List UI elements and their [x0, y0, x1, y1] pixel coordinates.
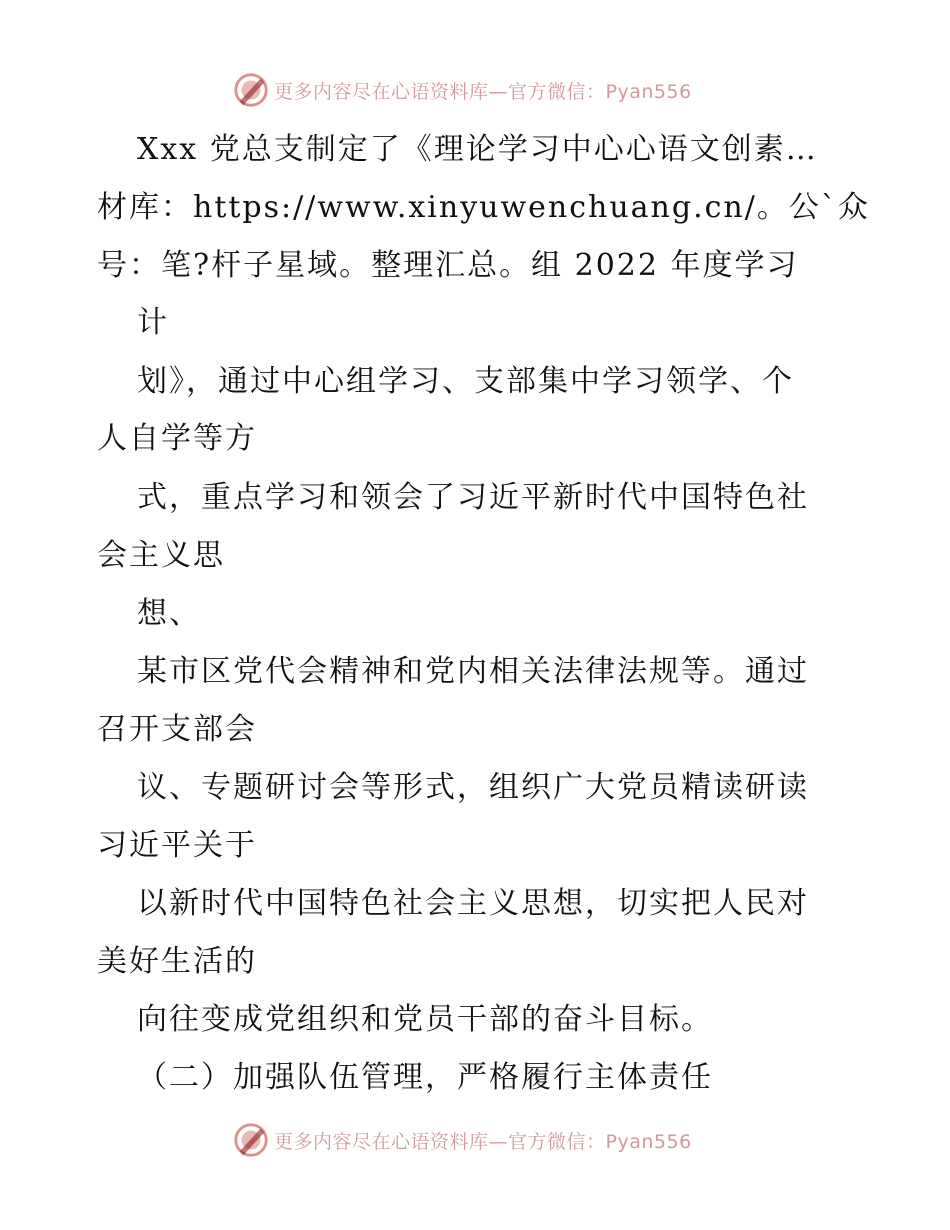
- paragraph-line: 习近平关于: [97, 828, 257, 863]
- watermark-header: [232, 70, 692, 110]
- paragraph-line: 想、: [137, 596, 201, 631]
- paragraph-line: Xxx 党总支制定了《理论学习中心心语文创素…: [137, 132, 818, 167]
- paragraph-line: 人自学等方: [97, 421, 257, 456]
- paragraph-line: 召开支部会: [97, 712, 257, 747]
- paragraph-line: 计: [137, 305, 169, 340]
- pen-logo-icon: [232, 1121, 270, 1159]
- watermark-text: 更多内容尽在心语资料库—官方微信：Pyan556: [274, 80, 692, 103]
- paragraph-line: 美好生活的: [97, 944, 257, 979]
- paragraph-line: 号：笔?杆子星域。整理汇总。组 2022 年度学习: [97, 248, 799, 283]
- section-heading: （二）加强队伍管理，严格履行主体责任: [137, 1060, 713, 1095]
- pen-logo-icon: [232, 71, 270, 109]
- paragraph-line: 划》，通过中心组学习、支部集中学习领学、个: [137, 364, 794, 399]
- watermark-footer: [232, 1120, 692, 1160]
- paragraph-line: 以新时代中国特色社会主义思想，切实把人民对: [137, 886, 809, 921]
- paragraph-line: 议、专题研讨会等形式，组织广大党员精读研读: [137, 770, 809, 805]
- paragraph-line: 会主义思: [97, 538, 225, 573]
- paragraph-line: 材库：https://www.xinyuwenchuang.cn/。公`众: [97, 190, 870, 225]
- paragraph-line: 某市区党代会精神和党内相关法律法规等。通过: [137, 654, 809, 689]
- paragraph-line: 向往变成党组织和党员干部的奋斗目标。: [137, 1002, 713, 1037]
- paragraph-line: 式，重点学习和领会了习近平新时代中国特色社: [137, 480, 809, 515]
- watermark-text: 更多内容尽在心语资料库—官方微信：Pyan556: [274, 1130, 692, 1153]
